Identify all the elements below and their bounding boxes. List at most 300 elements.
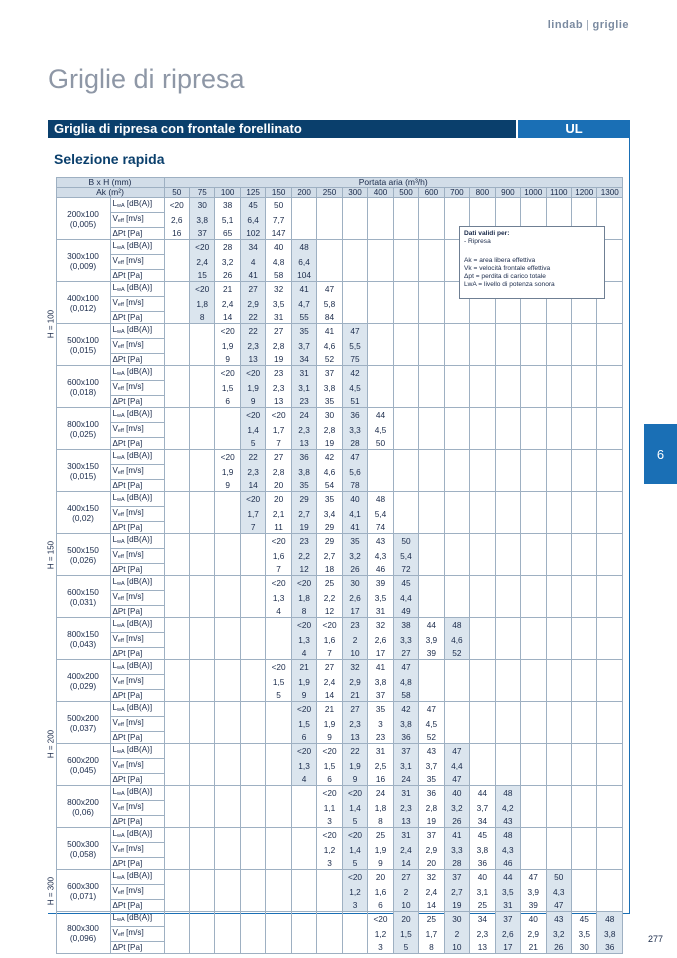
value-cell: 1,8 bbox=[189, 297, 214, 312]
empty-cell bbox=[189, 618, 214, 633]
value-cell: 5,5 bbox=[342, 339, 367, 354]
empty-cell bbox=[215, 843, 240, 858]
value-cell: 15 bbox=[189, 270, 214, 282]
value-cell: 1,9 bbox=[368, 843, 393, 858]
empty-cell bbox=[393, 480, 418, 492]
value-cell: 47 bbox=[317, 282, 342, 297]
empty-cell bbox=[419, 339, 444, 354]
table-row bbox=[54, 633, 623, 648]
value-cell: 1,5 bbox=[317, 759, 342, 774]
empty-cell bbox=[546, 450, 571, 465]
table-row bbox=[54, 801, 623, 816]
empty-cell bbox=[419, 255, 444, 270]
empty-cell bbox=[164, 312, 189, 324]
empty-cell bbox=[317, 927, 342, 942]
empty-cell bbox=[546, 198, 571, 213]
value-cell: 32 bbox=[342, 660, 367, 675]
empty-cell bbox=[419, 465, 444, 480]
value-cell: 13 bbox=[393, 816, 418, 828]
empty-cell bbox=[495, 732, 520, 744]
value-cell: 3,8 bbox=[291, 465, 316, 480]
value-cell: 21 bbox=[521, 942, 546, 954]
value-cell: 50 bbox=[266, 198, 291, 213]
table-row bbox=[54, 702, 623, 717]
empty-cell bbox=[470, 423, 495, 438]
empty-cell bbox=[572, 759, 597, 774]
value-cell: 17 bbox=[495, 942, 520, 954]
value-cell: 39 bbox=[521, 900, 546, 912]
size-value: 600x300 bbox=[67, 880, 99, 891]
flow-column-header: 1100 bbox=[546, 188, 571, 198]
value-cell: 2,9 bbox=[419, 843, 444, 858]
table-row bbox=[54, 912, 623, 927]
empty-cell bbox=[470, 690, 495, 702]
value-cell: 1,5 bbox=[393, 927, 418, 942]
value-cell: 27 bbox=[317, 660, 342, 675]
empty-cell bbox=[164, 240, 189, 255]
parameter-label: $V_{eff}$ [m/s] bbox=[110, 423, 164, 438]
empty-cell bbox=[572, 312, 597, 324]
value-cell: 5 bbox=[240, 438, 265, 450]
empty-cell bbox=[266, 942, 291, 954]
empty-cell bbox=[164, 480, 189, 492]
empty-cell bbox=[240, 534, 265, 549]
value-cell: 26 bbox=[215, 270, 240, 282]
parameter-label: $L_{wA}$ [dB(A)] bbox=[110, 828, 164, 843]
empty-cell bbox=[215, 912, 240, 927]
value-cell: 3,8 bbox=[368, 675, 393, 690]
empty-cell bbox=[240, 858, 265, 870]
value-cell: 10 bbox=[342, 648, 367, 660]
empty-cell bbox=[444, 690, 469, 702]
empty-cell bbox=[189, 381, 214, 396]
value-cell: 31 bbox=[368, 744, 393, 759]
parameter-label: $L_{wA}$ [dB(A)] bbox=[110, 534, 164, 549]
empty-cell bbox=[546, 633, 571, 648]
empty-cell bbox=[521, 522, 546, 534]
value-cell: <20 bbox=[215, 366, 240, 381]
empty-cell bbox=[572, 339, 597, 354]
empty-cell bbox=[419, 240, 444, 255]
empty-cell bbox=[419, 576, 444, 591]
value-cell: 40 bbox=[266, 240, 291, 255]
empty-cell bbox=[266, 900, 291, 912]
flow-column-header: 700 bbox=[444, 188, 469, 198]
value-cell: 23 bbox=[291, 534, 316, 549]
table-row bbox=[54, 648, 623, 660]
empty-cell bbox=[521, 354, 546, 366]
empty-cell bbox=[444, 534, 469, 549]
empty-cell bbox=[164, 339, 189, 354]
value-cell: 2,3 bbox=[342, 717, 367, 732]
empty-cell bbox=[521, 717, 546, 732]
size-cell bbox=[56, 618, 110, 660]
empty-cell bbox=[597, 198, 623, 213]
value-cell: 20 bbox=[393, 912, 418, 927]
empty-cell bbox=[597, 381, 623, 396]
empty-cell bbox=[546, 786, 571, 801]
empty-cell bbox=[189, 660, 214, 675]
empty-cell bbox=[572, 618, 597, 633]
empty-cell bbox=[240, 648, 265, 660]
empty-cell bbox=[495, 675, 520, 690]
empty-cell bbox=[164, 354, 189, 366]
empty-cell bbox=[572, 690, 597, 702]
area-value: (0,029) bbox=[69, 680, 97, 691]
empty-cell bbox=[597, 366, 623, 381]
chapter-tab[interactable]: 6 bbox=[644, 424, 677, 484]
value-cell: 39 bbox=[419, 648, 444, 660]
empty-cell bbox=[215, 927, 240, 942]
empty-cell bbox=[597, 606, 623, 618]
empty-cell bbox=[240, 549, 265, 564]
size-cell bbox=[56, 324, 110, 366]
empty-cell bbox=[521, 801, 546, 816]
empty-cell bbox=[368, 198, 393, 213]
value-cell: 7 bbox=[266, 438, 291, 450]
parameter-label: $L_{wA}$ [dB(A)] bbox=[110, 366, 164, 381]
empty-cell bbox=[266, 702, 291, 717]
value-cell: 84 bbox=[317, 312, 342, 324]
value-cell: 38 bbox=[215, 198, 240, 213]
value-cell: 47 bbox=[393, 660, 418, 675]
table-row bbox=[54, 885, 623, 900]
parameter-label: $V_{eff}$ [m/s] bbox=[110, 885, 164, 900]
empty-cell bbox=[368, 213, 393, 228]
value-cell: 31 bbox=[368, 606, 393, 618]
empty-cell bbox=[546, 660, 571, 675]
value-cell: 21 bbox=[215, 282, 240, 297]
empty-cell bbox=[470, 396, 495, 408]
empty-cell bbox=[546, 522, 571, 534]
value-cell: 5,4 bbox=[393, 549, 418, 564]
empty-cell bbox=[164, 885, 189, 900]
empty-cell bbox=[597, 843, 623, 858]
empty-cell bbox=[444, 198, 469, 213]
empty-cell bbox=[495, 438, 520, 450]
size-value: 500x200 bbox=[67, 712, 99, 723]
empty-cell bbox=[495, 450, 520, 465]
empty-cell bbox=[546, 354, 571, 366]
empty-cell bbox=[444, 354, 469, 366]
empty-cell bbox=[521, 339, 546, 354]
value-cell: <20 bbox=[266, 660, 291, 675]
height-group-label bbox=[46, 450, 56, 660]
empty-cell bbox=[470, 660, 495, 675]
value-cell: 27 bbox=[393, 648, 418, 660]
empty-cell bbox=[164, 858, 189, 870]
value-cell: 2,4 bbox=[215, 297, 240, 312]
table-row bbox=[54, 717, 623, 732]
empty-cell bbox=[164, 396, 189, 408]
value-cell: 32 bbox=[266, 282, 291, 297]
value-cell: 1,9 bbox=[317, 717, 342, 732]
value-cell: 3,5 bbox=[572, 927, 597, 942]
size-value: 500x100 bbox=[67, 334, 99, 345]
empty-cell bbox=[419, 564, 444, 576]
value-cell: 19 bbox=[419, 816, 444, 828]
value-cell: <20 bbox=[240, 492, 265, 507]
empty-cell bbox=[164, 759, 189, 774]
empty-cell bbox=[546, 858, 571, 870]
area-value: (0,06) bbox=[72, 806, 94, 817]
empty-cell bbox=[444, 312, 469, 324]
empty-cell bbox=[572, 591, 597, 606]
area-value: (0,009) bbox=[69, 260, 97, 271]
value-cell: 44 bbox=[470, 786, 495, 801]
value-cell: 4,5 bbox=[368, 423, 393, 438]
value-cell: 2 bbox=[393, 885, 418, 900]
section-title: Selezione rapida bbox=[54, 151, 165, 167]
value-cell: 10 bbox=[444, 942, 469, 954]
empty-cell bbox=[164, 507, 189, 522]
value-cell: 34 bbox=[470, 912, 495, 927]
value-cell: 43 bbox=[419, 744, 444, 759]
value-cell: 35 bbox=[419, 774, 444, 786]
empty-cell bbox=[470, 408, 495, 423]
empty-cell bbox=[572, 606, 597, 618]
empty-cell bbox=[164, 522, 189, 534]
empty-cell bbox=[546, 366, 571, 381]
area-value: (0,012) bbox=[69, 302, 97, 313]
value-cell: 78 bbox=[342, 480, 367, 492]
empty-cell bbox=[164, 660, 189, 675]
value-cell: 47 bbox=[444, 774, 469, 786]
table-row bbox=[54, 522, 623, 534]
legend-item: Ak = area libera effettiva bbox=[464, 257, 536, 264]
empty-cell bbox=[546, 675, 571, 690]
value-cell: 5 bbox=[266, 690, 291, 702]
empty-cell bbox=[240, 816, 265, 828]
value-cell: 45 bbox=[393, 576, 418, 591]
value-cell: 16 bbox=[164, 228, 189, 240]
parameter-label: $V_{eff}$ [m/s] bbox=[110, 927, 164, 942]
value-cell: 3,8 bbox=[189, 213, 214, 228]
value-cell: 42 bbox=[393, 702, 418, 717]
empty-cell bbox=[393, 282, 418, 297]
empty-cell bbox=[164, 816, 189, 828]
value-cell: <20 bbox=[317, 786, 342, 801]
empty-cell bbox=[164, 408, 189, 423]
empty-cell bbox=[495, 549, 520, 564]
legend-subtitle: - Ripresa bbox=[464, 238, 491, 245]
value-cell: 3,2 bbox=[444, 801, 469, 816]
empty-cell bbox=[495, 381, 520, 396]
empty-cell bbox=[240, 591, 265, 606]
flow-column-header: 400 bbox=[368, 188, 393, 198]
parameter-label: $V_{eff}$ [m/s] bbox=[110, 381, 164, 396]
table-row bbox=[54, 339, 623, 354]
value-cell: 9 bbox=[342, 774, 367, 786]
flow-column-header: 600 bbox=[419, 188, 444, 198]
empty-cell bbox=[444, 492, 469, 507]
empty-cell bbox=[393, 408, 418, 423]
empty-cell bbox=[546, 564, 571, 576]
empty-cell bbox=[164, 534, 189, 549]
empty-cell bbox=[470, 774, 495, 786]
value-cell: 45 bbox=[240, 198, 265, 213]
empty-cell bbox=[342, 198, 367, 213]
value-cell: 41 bbox=[444, 828, 469, 843]
empty-cell bbox=[444, 324, 469, 339]
value-cell: 1,9 bbox=[240, 381, 265, 396]
table-row bbox=[54, 312, 623, 324]
value-cell: 1,2 bbox=[317, 843, 342, 858]
empty-cell bbox=[266, 927, 291, 942]
value-cell: 14 bbox=[240, 480, 265, 492]
value-cell: 32 bbox=[419, 870, 444, 885]
empty-cell bbox=[419, 198, 444, 213]
value-cell: 3,7 bbox=[419, 759, 444, 774]
empty-cell bbox=[368, 270, 393, 282]
empty-cell bbox=[164, 270, 189, 282]
height-group-label bbox=[46, 660, 56, 828]
size-cell bbox=[56, 450, 110, 492]
value-cell: 1,2 bbox=[342, 885, 367, 900]
value-cell: 49 bbox=[393, 606, 418, 618]
value-cell: 4 bbox=[266, 606, 291, 618]
empty-cell bbox=[215, 564, 240, 576]
empty-cell bbox=[572, 843, 597, 858]
empty-cell bbox=[291, 828, 316, 843]
empty-cell bbox=[419, 324, 444, 339]
empty-cell bbox=[495, 618, 520, 633]
value-cell: 17 bbox=[342, 606, 367, 618]
empty-cell bbox=[164, 648, 189, 660]
empty-cell bbox=[215, 534, 240, 549]
legend-item: Δpt = perdita di carico totale bbox=[464, 273, 546, 280]
empty-cell bbox=[495, 690, 520, 702]
empty-cell bbox=[419, 690, 444, 702]
empty-cell bbox=[342, 912, 367, 927]
value-cell: 7 bbox=[317, 648, 342, 660]
empty-cell bbox=[368, 339, 393, 354]
value-cell: 48 bbox=[368, 492, 393, 507]
value-cell: 3,7 bbox=[291, 339, 316, 354]
table-row bbox=[54, 900, 623, 912]
value-cell: 35 bbox=[291, 324, 316, 339]
empty-cell bbox=[215, 438, 240, 450]
empty-cell bbox=[597, 438, 623, 450]
value-cell: 37 bbox=[495, 912, 520, 927]
empty-cell bbox=[419, 438, 444, 450]
product-title: Griglia di ripresa con frontale forellinato bbox=[48, 120, 516, 138]
value-cell: 9 bbox=[240, 396, 265, 408]
parameter-label: $V_{eff}$ [m/s] bbox=[110, 633, 164, 648]
value-cell: 12 bbox=[291, 564, 316, 576]
table-row bbox=[54, 942, 623, 954]
value-cell: 2 bbox=[342, 633, 367, 648]
flow-column-header: 1000 bbox=[521, 188, 546, 198]
empty-cell bbox=[495, 633, 520, 648]
empty-cell bbox=[597, 480, 623, 492]
value-cell: 2,4 bbox=[189, 255, 214, 270]
size-cell bbox=[56, 198, 110, 240]
empty-cell bbox=[546, 312, 571, 324]
area-value: (0,02) bbox=[72, 512, 94, 523]
empty-cell bbox=[240, 759, 265, 774]
value-cell: 21 bbox=[317, 702, 342, 717]
empty-cell bbox=[444, 564, 469, 576]
empty-cell bbox=[419, 396, 444, 408]
value-cell: 3 bbox=[368, 717, 393, 732]
value-cell: 35 bbox=[317, 492, 342, 507]
empty-cell bbox=[291, 912, 316, 927]
brand-header bbox=[548, 19, 629, 31]
table-row bbox=[54, 354, 623, 366]
empty-cell bbox=[215, 507, 240, 522]
empty-cell bbox=[164, 774, 189, 786]
value-cell: <20 bbox=[266, 576, 291, 591]
empty-cell bbox=[189, 816, 214, 828]
empty-cell bbox=[572, 675, 597, 690]
value-cell: <20 bbox=[189, 282, 214, 297]
empty-cell bbox=[164, 702, 189, 717]
empty-cell bbox=[368, 366, 393, 381]
value-cell: 3,4 bbox=[317, 507, 342, 522]
parameter-label: $L_{wA}$ [dB(A)] bbox=[110, 240, 164, 255]
value-cell: 19 bbox=[291, 522, 316, 534]
table-row bbox=[54, 816, 623, 828]
empty-cell bbox=[572, 465, 597, 480]
area-value: (0,037) bbox=[69, 722, 97, 733]
value-cell: 9 bbox=[317, 732, 342, 744]
empty-cell bbox=[470, 549, 495, 564]
empty-cell bbox=[189, 591, 214, 606]
empty-cell bbox=[521, 633, 546, 648]
empty-cell bbox=[164, 438, 189, 450]
value-cell: 8 bbox=[189, 312, 214, 324]
empty-cell bbox=[419, 270, 444, 282]
empty-cell bbox=[495, 198, 520, 213]
empty-cell bbox=[291, 942, 316, 954]
size-cell bbox=[56, 576, 110, 618]
value-cell: 5 bbox=[342, 816, 367, 828]
empty-cell bbox=[546, 717, 571, 732]
empty-cell bbox=[317, 213, 342, 228]
area-value: (0,031) bbox=[69, 596, 97, 607]
area-value: (0,005) bbox=[69, 218, 97, 229]
value-cell: <20 bbox=[317, 618, 342, 633]
empty-cell bbox=[444, 480, 469, 492]
empty-cell bbox=[393, 381, 418, 396]
empty-cell bbox=[419, 675, 444, 690]
empty-cell bbox=[597, 774, 623, 786]
empty-cell bbox=[597, 549, 623, 564]
empty-cell bbox=[521, 408, 546, 423]
table-row bbox=[54, 366, 623, 381]
legend-box bbox=[459, 226, 605, 299]
empty-cell bbox=[470, 324, 495, 339]
empty-cell bbox=[215, 576, 240, 591]
value-cell: 3,8 bbox=[597, 927, 623, 942]
empty-cell bbox=[215, 648, 240, 660]
empty-cell bbox=[164, 324, 189, 339]
empty-cell bbox=[572, 381, 597, 396]
value-cell: <20 bbox=[368, 912, 393, 927]
empty-cell bbox=[495, 660, 520, 675]
empty-cell bbox=[291, 900, 316, 912]
empty-cell bbox=[419, 450, 444, 465]
empty-cell bbox=[189, 717, 214, 732]
empty-cell bbox=[495, 423, 520, 438]
value-cell: 2,7 bbox=[444, 885, 469, 900]
empty-cell bbox=[291, 198, 316, 213]
value-cell: 41 bbox=[240, 270, 265, 282]
value-cell: 19 bbox=[266, 354, 291, 366]
value-cell: 27 bbox=[393, 870, 418, 885]
size-value: 200x100 bbox=[67, 208, 99, 219]
